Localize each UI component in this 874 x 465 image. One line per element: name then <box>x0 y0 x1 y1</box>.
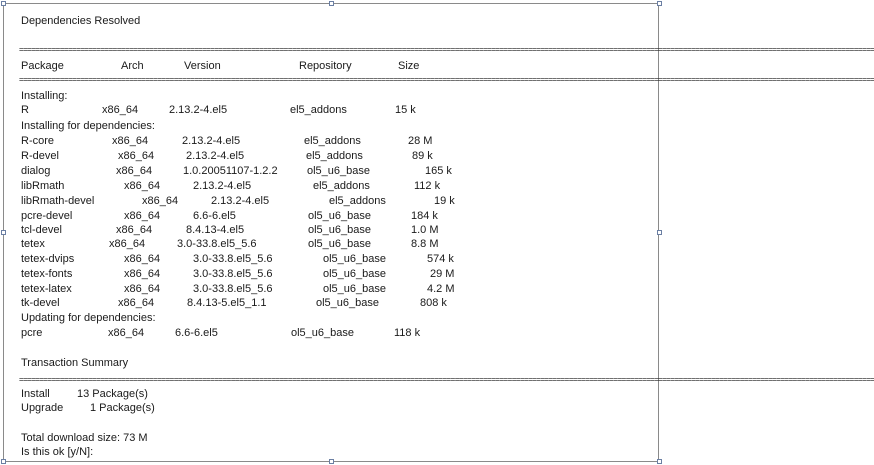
install-count: 13 Package(s) <box>77 388 148 400</box>
package-name: libRmath-devel <box>21 195 95 207</box>
package-version: 6.6-6.el5 <box>193 210 236 222</box>
package-repository: el5_addons <box>313 180 370 192</box>
package-version: 3.0-33.8.el5_5.6 <box>193 283 273 295</box>
package-version: 6.6-6.el5 <box>175 327 218 339</box>
package-repository: ol5_u6_base <box>307 165 371 177</box>
resize-handle-middle-right[interactable] <box>657 230 662 235</box>
package-arch: x86_64 <box>124 268 161 280</box>
package-version: 3.0-33.8.el5_5.6 <box>177 238 257 250</box>
package-name: libRmath <box>21 180 65 192</box>
resize-handle-middle-left[interactable] <box>1 230 6 235</box>
package-name: R <box>21 104 29 116</box>
package-size: 28 M <box>408 135 433 147</box>
transaction-summary-title: Transaction Summary <box>21 357 129 369</box>
package-arch: x86_64 <box>108 327 145 339</box>
header-package: Package <box>21 60 64 72</box>
package-size: 112 k <box>414 180 441 192</box>
separator-line: ================================================================================================================================================================================================================== <box>19 75 874 84</box>
package-size: 4.2 M <box>427 283 455 295</box>
package-repository: ol5_u6_base <box>323 283 387 295</box>
resize-handle-bottom-left[interactable] <box>1 459 6 464</box>
package-size: 8.8 M <box>411 238 439 250</box>
separator-line: ================================================================================================================================================================================================================== <box>19 375 874 384</box>
resize-handle-top-center[interactable] <box>329 1 334 6</box>
package-version: 2.13.2-4.el5 <box>193 180 252 192</box>
package-size: 165 k <box>425 165 452 177</box>
package-arch: x86_64 <box>109 238 146 250</box>
package-size: 118 k <box>394 327 421 339</box>
package-size: 808 k <box>420 297 447 309</box>
section-installing-deps: Installing for dependencies: <box>21 120 155 132</box>
package-version: 1.0.20051107-1.2.2 <box>183 165 278 177</box>
section-updating-deps: Updating for dependencies: <box>21 312 156 324</box>
package-name: pcre-devel <box>21 210 73 222</box>
package-version: 2.13.2-4.el5 <box>169 104 228 116</box>
package-repository: ol5_u6_base <box>308 224 372 236</box>
resize-handle-top-right[interactable] <box>657 1 662 6</box>
header-arch: Arch <box>121 60 144 72</box>
package-name: dialog <box>21 165 51 177</box>
package-size: 29 M <box>430 268 455 280</box>
package-version: 8.4.13-4.el5 <box>186 224 245 236</box>
package-arch: x86_64 <box>118 297 155 309</box>
package-arch: x86_64 <box>124 180 161 192</box>
package-size: 184 k <box>411 210 438 222</box>
package-repository: ol5_u6_base <box>316 297 380 309</box>
package-arch: x86_64 <box>112 135 149 147</box>
install-label: Install <box>21 388 50 400</box>
package-size: 15 k <box>395 104 416 116</box>
total-download-size: Total download size: 73 M <box>21 432 148 444</box>
package-size: 574 k <box>427 253 454 265</box>
package-arch: x86_64 <box>116 165 153 177</box>
package-name: tetex <box>21 238 45 250</box>
resize-handle-top-left[interactable] <box>1 1 6 6</box>
separator-line: ================================================================================================================================================================================================================== <box>19 45 874 54</box>
package-arch: x86_64 <box>102 104 139 116</box>
package-repository: ol5_u6_base <box>308 210 372 222</box>
upgrade-label: Upgrade <box>21 402 64 414</box>
package-name: tetex-latex <box>21 283 72 295</box>
package-version: 2.13.2-4.el5 <box>182 135 241 147</box>
header-version: Version <box>184 60 221 72</box>
header-size: Size <box>398 60 420 72</box>
upgrade-count: 1 Package(s) <box>90 402 155 414</box>
package-arch: x86_64 <box>116 224 153 236</box>
package-repository: el5_addons <box>304 135 361 147</box>
package-size: 19 k <box>434 195 455 207</box>
package-arch: x86_64 <box>142 195 179 207</box>
package-version: 8.4.13-5.el5_1.1 <box>187 297 267 309</box>
package-name: pcre <box>21 327 43 339</box>
package-name: R-devel <box>21 150 59 162</box>
package-arch: x86_64 <box>124 210 161 222</box>
package-version: 2.13.2-4.el5 <box>211 195 270 207</box>
package-version: 3.0-33.8.el5_5.6 <box>193 253 273 265</box>
package-repository: ol5_u6_base <box>323 268 387 280</box>
dependencies-title: Dependencies Resolved <box>21 15 141 27</box>
package-arch: x86_64 <box>118 150 155 162</box>
package-name: tetex-fonts <box>21 268 73 280</box>
header-repository: Repository <box>299 60 352 72</box>
package-repository: el5_addons <box>329 195 386 207</box>
package-version: 3.0-33.8.el5_5.6 <box>193 268 273 280</box>
package-repository: ol5_u6_base <box>291 327 355 339</box>
package-repository: ol5_u6_base <box>323 253 387 265</box>
package-size: 89 k <box>412 150 433 162</box>
package-version: 2.13.2-4.el5 <box>186 150 245 162</box>
package-name: tetex-dvips <box>21 253 75 265</box>
confirm-prompt: Is this ok [y/N]: <box>21 446 94 458</box>
package-repository: el5_addons <box>306 150 363 162</box>
package-arch: x86_64 <box>124 253 161 265</box>
package-size: 1.0 M <box>411 224 439 236</box>
package-name: tcl-devel <box>21 224 62 236</box>
package-name: tk-devel <box>21 297 60 309</box>
package-name: R-core <box>21 135 55 147</box>
package-repository: ol5_u6_base <box>308 238 372 250</box>
resize-handle-bottom-center[interactable] <box>329 459 334 464</box>
resize-handle-bottom-right[interactable] <box>657 459 662 464</box>
package-arch: x86_64 <box>124 283 161 295</box>
section-installing: Installing: <box>21 90 68 102</box>
package-repository: el5_addons <box>290 104 347 116</box>
